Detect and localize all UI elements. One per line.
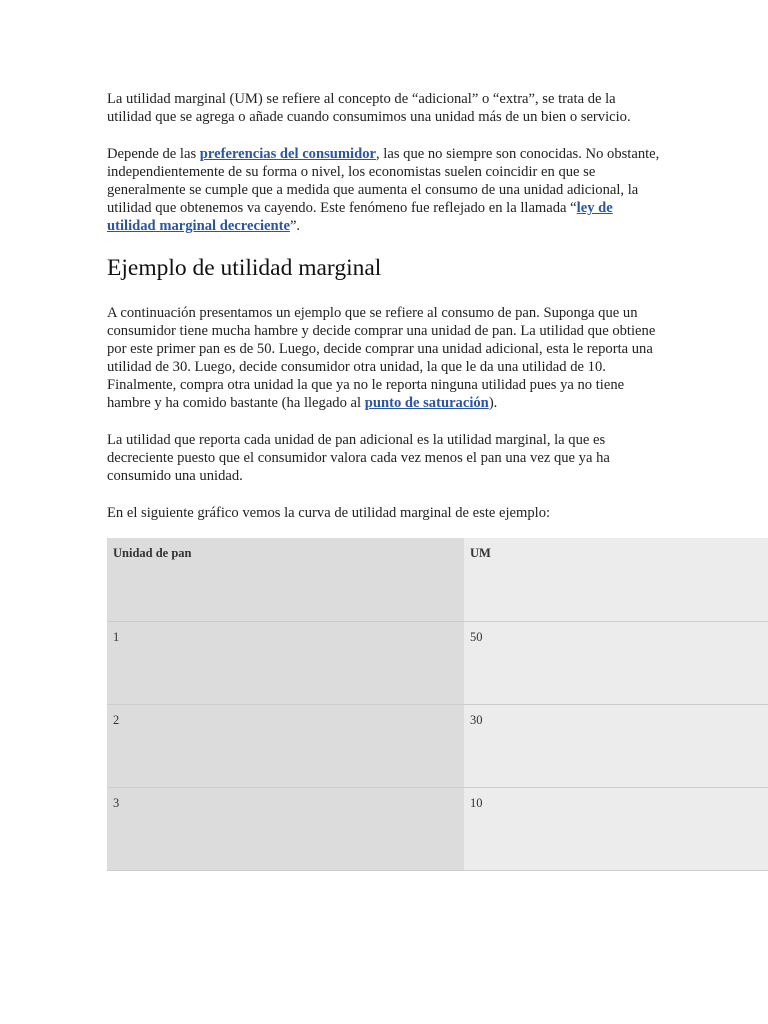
- link-ley-utilidad-marginal[interactable]: ley de utilidad marginal decreciente: [107, 200, 613, 234]
- paragraph-preferences: [107, 145, 662, 235]
- text-segment: , las que no siempre son conocidas. No obstante, independientemente de su forma o nivel, los economistas suelen coincidir en que se generalmente se cumple que a medida que aumenta el consumo de una unidad adicional, la utilidad que obtenemos va cayendo. Este fenómeno fue reflejado en la llamada “: [107, 146, 660, 216]
- cell-unit: 1: [107, 622, 464, 704]
- link-preferencias-consumidor[interactable]: preferencias del consumidor: [199, 146, 376, 162]
- table-header-row: [107, 538, 768, 622]
- table-row: [107, 788, 768, 871]
- cell-um: 50: [464, 622, 768, 704]
- paragraph-explanation: La utilidad que reporta cada unidad de pan adicional es la utilidad marginal, la que es decreciente puesto que el consumidor valora cada vez menos el pan una vez que ya ha consumido una unidad.: [107, 432, 610, 484]
- paragraph-definition: La utilidad marginal (UM) se refiere al concepto de “adicional” o “extra”, se trata de la utilidad que se agrega o añade cuando consumimos una unidad más de un bien o servicio.: [107, 91, 631, 125]
- cell-unit: 2: [107, 705, 464, 787]
- header-um: UM: [464, 538, 768, 621]
- cell-um: 10: [464, 788, 768, 870]
- cell-unit: 3: [107, 788, 464, 870]
- paragraph-graph-intro: En el siguiente gráfico vemos la curva de utilidad marginal de este ejemplo:: [107, 505, 551, 521]
- table-row: [107, 622, 768, 705]
- paragraph-example: [107, 304, 662, 412]
- cell-um: 30: [464, 705, 768, 787]
- table-row: [107, 705, 768, 788]
- article-body: [107, 90, 768, 542]
- header-unidad-pan: Unidad de pan: [107, 538, 464, 621]
- text-segment: A continuación presentamos un ejemplo que se refiere al consumo de pan. Suponga que un consumidor tiene mucha hambre y decide comprar una unidad de pan. La utilidad que obtiene por este primer pan es de 50. Luego, decide comprar una unidad adicional, esta le reporta una utilidad de 30. Luego, decide consumidor otra unidad, la que le da una utilidad de 10. Finalmente, compra otra unidad la que ya no le reporta ninguna utilidad pues ya no tiene hambre y ha comido bastante (ha llegado al: [107, 305, 656, 411]
- link-punto-saturacion[interactable]: punto de saturación: [364, 395, 489, 411]
- text-segment: ”.: [289, 218, 301, 234]
- text-segment: Depende de las: [107, 146, 200, 162]
- utility-table: [107, 538, 768, 871]
- text-segment: ).: [488, 395, 498, 411]
- section-heading: Ejemplo de utilidad marginal: [107, 255, 382, 281]
